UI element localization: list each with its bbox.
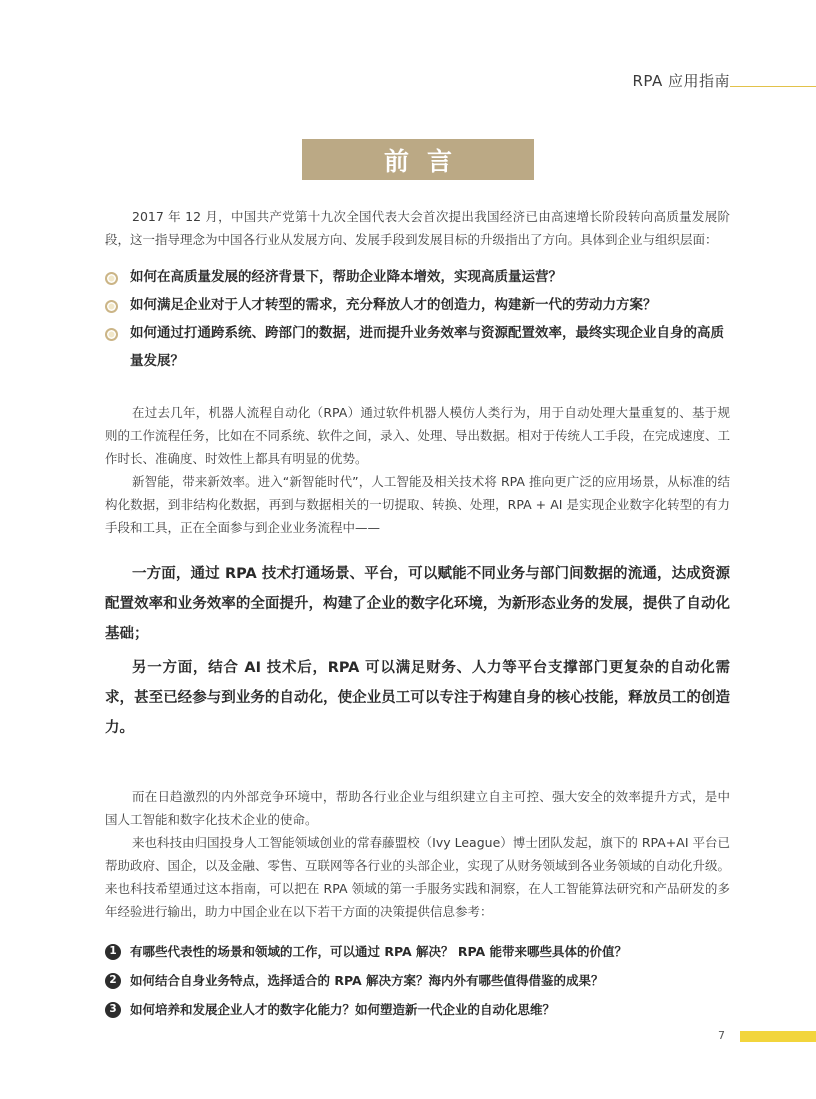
numbered-text: 有哪些代表性的场景和领域的工作，可以通过 RPA 解决？ RPA 能带来哪些具体的价值？ (130, 944, 628, 959)
number-badge-icon: 1 (105, 944, 121, 960)
question-text: 如何通过打通跨系统、跨部门的数据，进而提升业务效率与资源配置效率，最终实现企业自身的高质量发展？ (130, 325, 724, 369)
footer-accent-bar (740, 1031, 816, 1042)
page-number: 7 (718, 1029, 725, 1042)
main-content (105, 205, 730, 1024)
list-item (105, 291, 730, 319)
emphasis-paragraph-1: 一方面，通过 RPA 技术打通场景、平台，可以赋能不同业务与部门间数据的流通，达成资源配置效率和业务效率的全面提升，构建了企业的数字化环境，为新形态业务的发展，提供了自动化基础； (105, 566, 730, 642)
ai-paragraph: 新智能，带来新效率。进入“新智能时代”，人工智能及相关技术将 RPA 推向更广泛的应用场景，从标准的结构化数据，到非结构化数据，再到与数据相关的一切提取、转换、处理，RPA + AI 是实现企业数字化转型的有力手段和工具，正在全面参与到企业业务流程中—— (105, 474, 730, 535)
bullet-icon (105, 328, 118, 341)
numbered-text: 如何结合自身业务特点，选择适合的 RPA 解决方案？海内外有哪些值得借鉴的成果？ (130, 973, 604, 988)
list-item (105, 263, 730, 291)
intro-paragraph: 2017 年 12 月，中国共产党第十九次全国代表大会首次提出我国经济已由高速增长阶段转向高质量发展阶段，这一指导理念为中国各行业从发展方向、发展手段到发展目标的升级指出了方向。具体到企业与组织层面： (105, 209, 730, 247)
list-item (105, 319, 730, 375)
bullet-icon (105, 272, 118, 285)
question-text: 如何满足企业对于人才转型的需求，充分释放人才的创造力，构建新一代的劳动力方案？ (130, 297, 657, 313)
mission-paragraph: 而在日趋激烈的内外部竞争环境中，帮助各行业企业与组织建立自主可控、强大安全的效率提升方式，是中国人工智能和数字化技术企业的使命。 (105, 789, 730, 827)
section-title-box (302, 139, 534, 180)
list-item (105, 937, 730, 966)
question-list (105, 263, 730, 375)
list-item (105, 995, 730, 1024)
question-text: 如何在高质量发展的经济背景下，帮助企业降本增效，实现高质量运营？ (130, 269, 562, 285)
bullet-icon (105, 300, 118, 313)
rpa-paragraph: 在过去几年，机器人流程自动化（RPA）通过软件机器人模仿人类行为，用于自动处理大量重复的、基于规则的工作流程任务，比如在不同系统、软件之间，录入、处理、导出数据。相对于传统人工手段，在完成速度、工作时长、准确度、时效性上都具有明显的优势。 (105, 405, 731, 466)
numbered-text: 如何培养和发展企业人才的数字化能力？如何塑造新一代企业的自动化思维？ (130, 1002, 556, 1017)
number-badge-icon: 3 (105, 1002, 121, 1018)
number-badge-icon: 2 (105, 973, 121, 989)
running-header: RPA 应用指南 (632, 72, 730, 90)
numbered-list (105, 937, 730, 1024)
section-title: 前言 (383, 146, 470, 176)
header-rule (730, 86, 816, 87)
list-item (105, 966, 730, 995)
emphasis-paragraph-2: 另一方面，结合 AI 技术后，RPA 可以满足财务、人力等平台支撑部门更复杂的自动化需求，甚至已经参与到业务的自动化，使企业员工可以专注于构建自身的核心技能，释放员工的创造力。 (105, 660, 730, 736)
company-paragraph: 来也科技由归国投身人工智能领域创业的常春藤盟校（Ivy League）博士团队发起，旗下的 RPA+AI 平台已帮助政府、国企，以及金融、零售、互联网等各行业的头部企业，实现了从财务领域到各业务领域的自动化升级。来也科技希望通过这本指南，可以把在 RPA 领域的第一手服务实践和洞察，在人工智能算法研究和产品研发的多年经验进行输出，助力中国企业在以下若干方面的决策提供信息参考： (105, 835, 731, 919)
